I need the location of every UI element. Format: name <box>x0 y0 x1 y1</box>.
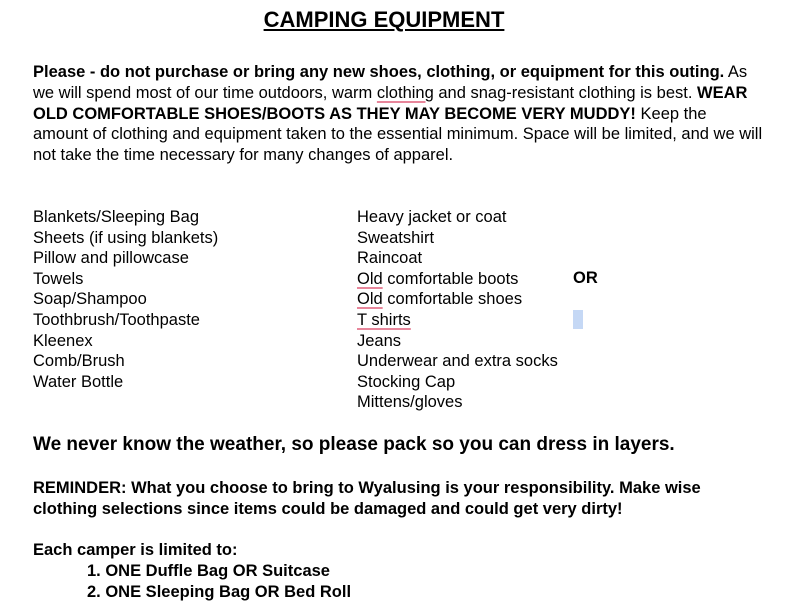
list-item: Sheets (if using blankets) <box>33 228 219 247</box>
intro-text-2: and snag-resistant clothing is best. <box>433 83 697 102</box>
list-item-text: comfortable boots <box>382 269 519 288</box>
equipment-list-left <box>33 207 343 392</box>
text-selection-highlight[interactable] <box>573 310 583 329</box>
page-title: CAMPING EQUIPMENT <box>263 7 505 32</box>
list-item: Sweatshirt <box>357 228 435 247</box>
list-item: 1. ONE Duffle Bag OR Suitcase <box>87 562 330 580</box>
list-item <box>357 289 577 310</box>
list-item: Soap/Shampoo <box>33 290 147 309</box>
intro-bold-notice: Please - do not purchase or bring any new shoes, clothing, or equipment for this outing. <box>33 63 725 81</box>
or-label: OR <box>573 269 598 287</box>
spellcheck-word-old: Old <box>357 290 383 309</box>
list-item <box>357 310 577 331</box>
list-item: Toothbrush/Toothpaste <box>33 310 200 329</box>
list-item: 2. ONE Sleeping Bag OR Bed Roll <box>87 582 352 601</box>
intro-paragraph <box>33 62 763 166</box>
intro-text-3: Keep the amount of clothing and equipment taken to the essential minimum. Space will be limited, and we will not take the time necessary for many changes of apparel. <box>33 104 763 165</box>
reminder-paragraph: REMINDER: What you choose to bring to Wyalusing is your responsibility. Make wise clothing selections since items could be damaged and could get very dirty! <box>33 479 701 518</box>
list-item: Blankets/Sleeping Bag <box>33 208 200 226</box>
list-item: Pillow and pillowcase <box>33 249 189 268</box>
weather-note: We never know the weather, so please pack so you can dress in layers. <box>33 434 675 455</box>
equipment-list-right <box>357 207 577 413</box>
list-item: Towels <box>33 269 84 288</box>
list-item: Water Bottle <box>33 372 124 391</box>
list-item-text: comfortable shoes <box>382 290 523 309</box>
spellcheck-word-tshirts: T shirts <box>357 310 411 329</box>
spellcheck-word-clothing: clothing <box>376 83 434 102</box>
spellcheck-word-old: Old <box>357 269 383 288</box>
list-item: Heavy jacket or coat <box>357 208 507 226</box>
list-item: Raincoat <box>357 249 423 268</box>
list-item <box>357 269 577 290</box>
list-item: Kleenex <box>33 331 93 350</box>
list-item: Underwear and extra socks <box>357 352 558 371</box>
intro-text-1: As we will spend most of our time outdoors, warm <box>33 63 748 102</box>
limit-list <box>87 561 351 602</box>
list-item: Mittens/gloves <box>357 393 463 412</box>
list-item: Comb/Brush <box>33 352 125 371</box>
list-item: Jeans <box>357 331 402 350</box>
list-item: Stocking Cap <box>357 372 456 391</box>
limit-heading: Each camper is limited to: <box>33 541 238 559</box>
intro-bold-warning: WEAR OLD COMFORTABLE SHOES/BOOTS AS THEY MAY BECOME VERY MUDDY! <box>33 83 748 123</box>
